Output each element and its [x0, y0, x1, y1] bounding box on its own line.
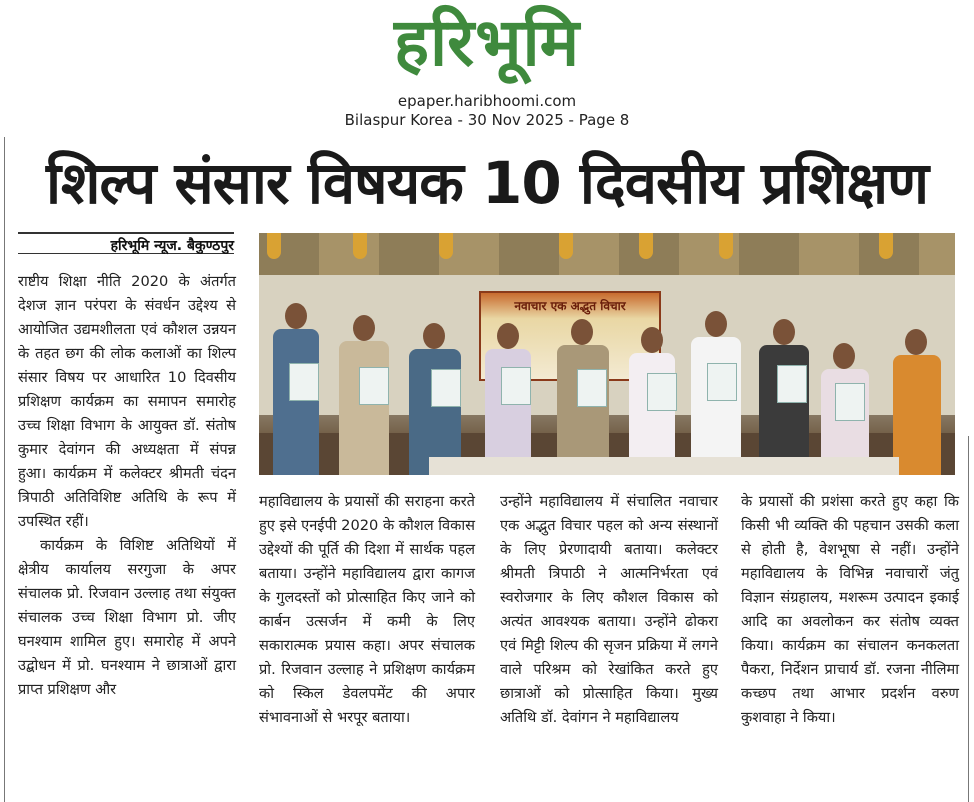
paragraph: के प्रयासों की प्रशंसा करते हुए कहा कि किसी भी व्यक्ति की पहचान उसकी कला से होती है, वेशभूषा से नहीं। उन्होंने महाविद्यालय के विभिन्न नवाचारों जंतु विज्ञान संग्रहालय, मशरूम उत्पादन इकाई आदि का अवलोकन कर संतोष व्यक्त किया। कार्यक्रम का संचालन कनकलता पैकरा, निर्देशन प्राचार्य डॉ. रजना नीलिमा कच्छप तथा आभार प्रदर्शन वरुण कुशवाहा ने किया।: [741, 493, 959, 726]
article-byline: हरिभूमि न्यूज. बैकुण्ठपुर: [18, 232, 234, 254]
paragraph: राष्टीय शिक्षा नीति 2020 के अंतर्गत देशज ज्ञान परंपरा के संवर्धन उद्देश्य से आयोजित उद्यमशीलता एवं कौशल उन्नयन के तहत छग की लोक कलाओं का शिल्प संसार विषय पर आधारित 10 दिवसीय प्रशिक्षण कार्यक्रम का समापन समारोह उच्च शिक्षा विभाग के आयुक्त डॉ. संतोष कुमार देवांगन की अध्यक्षता में संपन्न हुआ। कार्यक्रम में कलेक्टर श्रीमती चंदन त्रिपाठी अतिविशिष्ट अतिथि के रूप में उपस्थित रहीं।: [18, 273, 236, 530]
paragraph: महाविद्यालय के प्रयासों की सराहना करते हुए इसे एनईपी 2020 के कौशल विकास उद्देश्यों की पूर्ति की दिशा में सार्थक पहल बताया। उन्होंने महाविद्यालय द्वारा कागज के गुलदस्तों को प्रोत्साहित किए जाने को कार्बन उत्सर्जन में कमी के लिए सकारात्मक प्रयास कहा। अपर संचालक प्रो. रिजवान उल्लाह ने प्रशिक्षण कार्यक्रम को स्किल डेवलपमेंट की अपार संभावनाओं से भरपूर बताया।: [259, 493, 475, 726]
article-column-2: [259, 490, 475, 730]
epaper-url[interactable]: epaper.haribhoomi.com: [397, 92, 577, 110]
column-divider-right: [968, 436, 969, 802]
garland-decoration: [353, 233, 367, 259]
news-photo: [259, 233, 955, 475]
column-divider-left: [4, 137, 5, 802]
article-headline: शिल्प संसार विषयक 10 दिवसीय प्रशिक्षण: [45, 149, 929, 217]
garland-decoration: [267, 233, 281, 259]
article-column-1: [18, 270, 236, 702]
garland-decoration: [639, 233, 653, 259]
banner-title: नवाचार एक अद्भुत विचार: [514, 299, 626, 313]
garland-decoration: [879, 233, 893, 259]
stage-table: [429, 457, 899, 475]
garland-decoration: [719, 233, 733, 259]
article-column-3: [500, 490, 718, 730]
garland-decoration: [559, 233, 573, 259]
edition-info: Bilaspur Korea - 30 Nov 2025 - Page 8: [344, 111, 630, 129]
paragraph: कार्यक्रम के विशिष्ट अतिथियों में क्षेत्रीय कार्यालय सरगुजा के अपर संचालक प्रो. रिजवान उल्लाह तथा संयुक्त संचालक उच्च शिक्षा विभाग प्रो. जीए घनश्याम शामिल हुए। समारोह में अपने उद्बोधन में प्रो. घनश्याम ने छात्राओं द्वारा प्राप्त प्रशिक्षण और: [18, 537, 236, 698]
paragraph: उन्होंने महाविद्यालय में संचालित नवाचार एक अद्भुत विचार पहल को अन्य संस्थानों के लिए प्रेरणादायी बताया। कलेक्टर श्रीमती त्रिपाठी ने आत्मनिर्भरता एवं स्वरोजगार के लिए कौशल विकास को अत्यंत आवश्यक बताया। उन्होंने ढोकरा एवं मिट्टी शिल्प की सृजन प्रक्रिया में लगने वाले परिश्रम को रेखांकित करते हुए छात्राओं को प्रोत्साहित किया। मुख्य अतिथि डॉ. देवांगन ने महाविद्यालय: [500, 493, 718, 726]
garland-decoration: [439, 233, 453, 259]
article-column-4: [741, 490, 959, 730]
masthead-logo: हरिभूमि: [393, 4, 581, 81]
